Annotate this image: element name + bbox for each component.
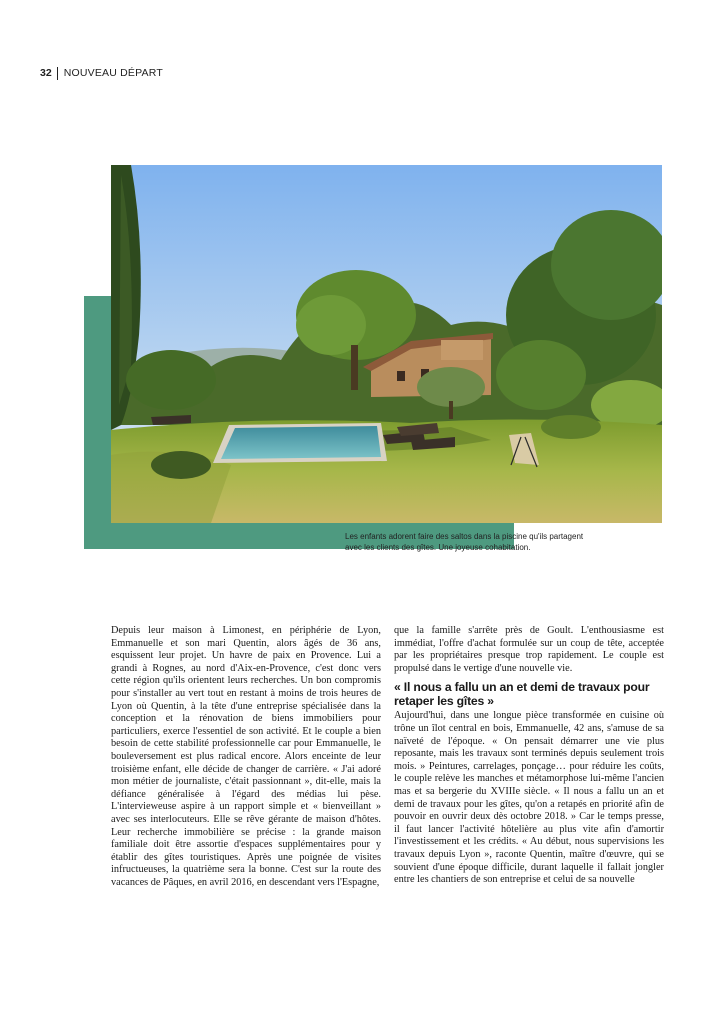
garden-pool-photo [111, 165, 662, 523]
article-paragraph: Depuis leur maison à Limonest, en périphérie de Lyon, Emmanuelle et son mari Quentin, alors âgés de 36 ans, esquissent leur projet. Un havre de paix en Provence. Lui a grandi à Rognes, au nord d'Aix-en-Provence, c'est donc vers cette région qu'ils orientent leurs recherches. Un bon compromis pour s'installer au vert tout en restant à moins de trois heures de Lyon où Quentin, à la tête d'une entreprise spécialisée dans la conception et la rénovation de biens immobiliers pour particuliers, exerce l'essentiel de son activité. Et le couple a bien besoin de cette stabilité professionnelle car pour Emmanuelle, le bouleversement est plus radical encore. Alors enceinte de leur troisième enfant, elle décide de changer de carrière. « J'ai adoré mon métier de journaliste, c'était passionnant », dit-elle, mais la défiance généralisée à l'égard des médias lui pèse. L'intervieweuse aspire à un rapport simple et « bienveillant » avec ses interlocuteurs. Elle se rêve gérante de maison d'hôtes. Leur recherche immobilière se précise : la grande maison familiale doit être assortie d'espaces supplémentaires pour y établir des gîtes touristiques. Après une poignée de visites infructueuses, la quatrième sera la bonne. C'est sur la route des vacances de Pâques, en avril 2016, en descendant vers l'Espagne, [111, 625, 381, 888]
article-paragraph: que la famille s'arrête près de Goult. L'enthousiasme est immédiat, l'offre d'achat formulée sur un coup de tête, acceptée par les propriétaires presque trop rapidement. Le couple est propulsé dans le vertige d'une nouvelle vie. [394, 625, 664, 674]
article-subheading: « Il nous a fallu un an et demi de travaux pour retaper les gîtes » [394, 680, 650, 708]
section-title: NOUVEAU DÉPART [63, 67, 163, 79]
photo-caption [345, 531, 645, 553]
article-column-left [111, 625, 381, 889]
caption-line-1: Les enfants adorent faire des saltos dans la piscine qu'ils partagent [345, 532, 584, 541]
article-paragraph: Aujourd'hui, dans une longue pièce transformée en cuisine où trône un îlot central en bois, Emmanuelle, 42 ans, s'amuse de sa naïveté de l'époque. « On pensait démarrer une vie plus reposante, mais les travaux sont terminés depuis seulement trois mois. » Peintures, carrelages, ponçage… pour réduire les coûts, le couple relève les manches et métamorphose lui-même l'ancien mas et sa bergerie du XVIIIe siècle. « Il nous a fallu un an et demi de travaux pour les gîtes, qu'on a retapés en priorité afin de pouvoir en ouvrir deux dès octobre 2018. » Car le temps presse, il faut lancer l'activité hôtelière au plus vite afin d'amortir l'investissement et les crédits. « Au début, nous supervisions les travaux depuis Lyon », raconte Quentin, maître d'œuvre, qui se souvient d'une époque difficile, durant laquelle il fallait jongler entre les chantiers de son entreprise et celui de sa nouvelle [394, 710, 664, 886]
caption-line-2: avec les clients des gîtes. Une joyeuse cohabitation. [345, 543, 531, 552]
article-column-right [394, 625, 664, 887]
garden-pool-landscape-icon [111, 165, 662, 523]
header-divider [57, 67, 58, 80]
page-number: 32 [40, 67, 52, 79]
page-header [40, 66, 163, 80]
